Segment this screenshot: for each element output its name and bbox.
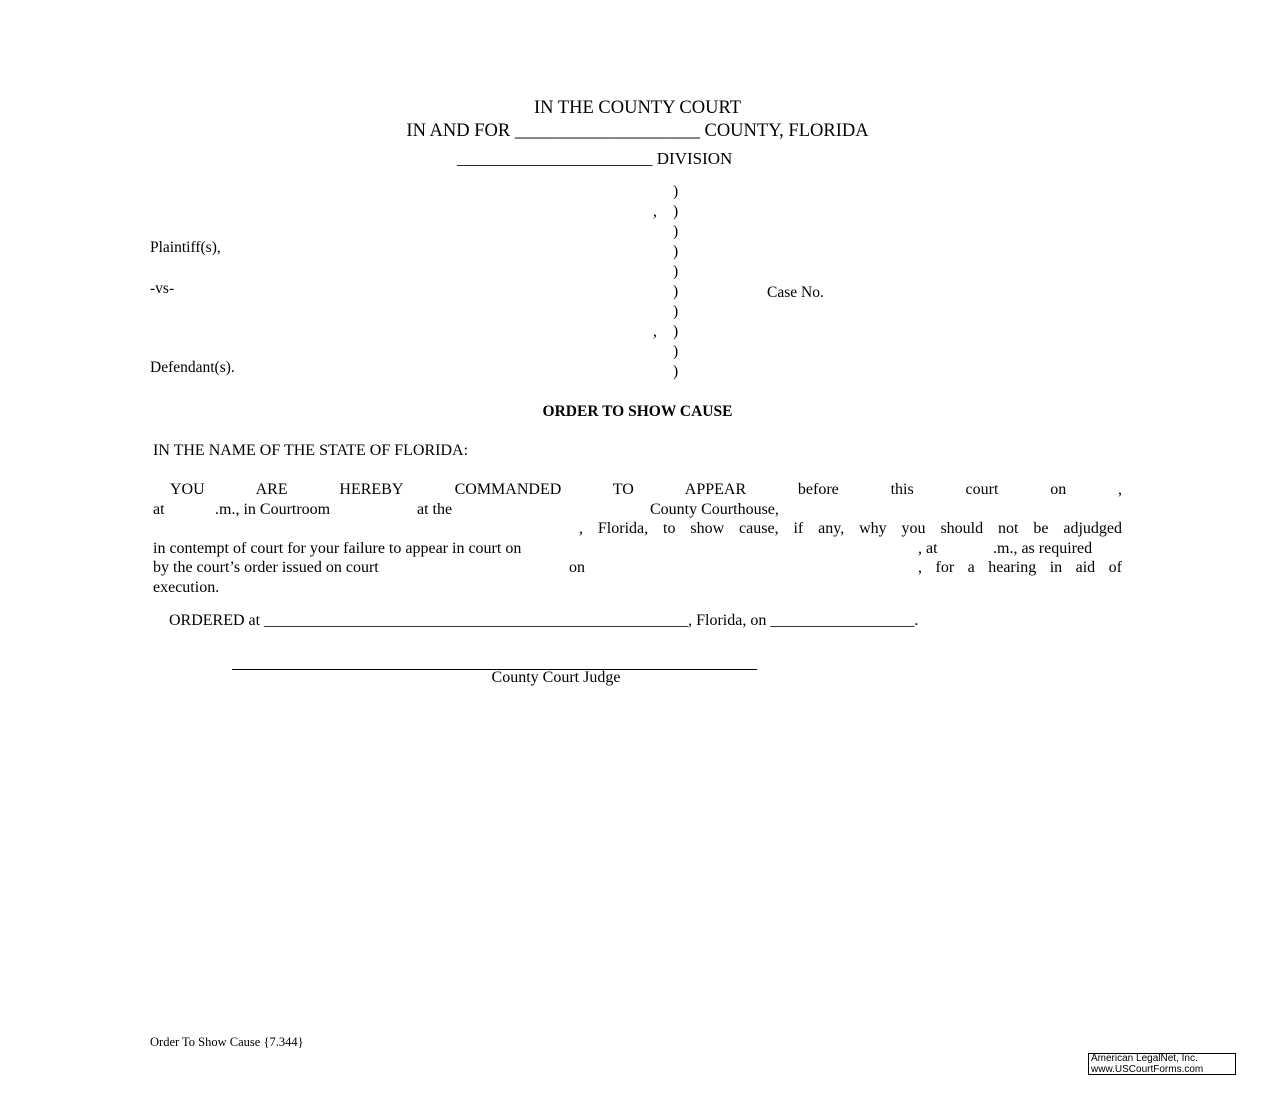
body-text: at xyxy=(153,501,165,518)
form-id: Order To Show Cause {7.344} xyxy=(150,1035,304,1049)
salutation: IN THE NAME OF THE STATE OF FLORIDA: xyxy=(153,442,469,459)
body-text: , for a hearing in aid of xyxy=(918,559,1122,576)
body-text: execution. xyxy=(153,579,220,596)
body-text: at the xyxy=(417,501,453,518)
body-text: by the court’s order issued on court xyxy=(153,559,379,576)
body-text: YOU ARE HEREBY COMMANDED TO APPEAR xyxy=(170,481,747,498)
body-text: .m., in Courtroom xyxy=(215,501,331,518)
publisher-stamp xyxy=(1088,1053,1236,1075)
division-heading: _______________________ DIVISION xyxy=(457,149,733,168)
caption-paren: ) xyxy=(673,363,679,380)
signature-label: County Court Judge xyxy=(491,669,621,686)
plaintiff-comma: , xyxy=(653,203,657,220)
caption-paren: ) xyxy=(673,343,679,360)
court-heading: IN THE COUNTY COURT xyxy=(533,98,741,118)
body-text: , xyxy=(1118,481,1123,498)
caption-paren: ) xyxy=(673,283,679,300)
body-text: in contempt of court for your failure to appear in court on xyxy=(153,540,522,557)
body-text: , Florida, to show cause, if any, why you should not be adjudged xyxy=(579,520,1122,537)
document-title: ORDER TO SHOW CAUSE xyxy=(542,403,733,420)
ordered-line: ORDERED at _____________________________________________________, Florida, on __________________. xyxy=(169,612,919,629)
body-text: County Courthouse, xyxy=(650,501,779,518)
stamp-line-2: www.USCourtForms.com xyxy=(1091,1063,1204,1075)
county-heading: IN AND FOR ____________________ COUNTY, FLORIDA xyxy=(406,121,869,141)
case-no-label: Case No. xyxy=(767,284,824,301)
vs-label: -vs- xyxy=(150,280,175,297)
caption-paren: ) xyxy=(673,303,679,320)
defendant-comma: , xyxy=(653,323,657,340)
body-text: .m., as required xyxy=(993,540,1093,557)
stamp-line-1: American LegalNet, Inc. xyxy=(1091,1053,1198,1064)
caption-paren: ) xyxy=(673,203,679,220)
body-text: on xyxy=(569,559,585,576)
caption-paren: ) xyxy=(673,323,679,340)
body-text: before this court on xyxy=(797,481,1067,498)
caption-paren: ) xyxy=(673,263,679,280)
caption-paren: ) xyxy=(673,223,679,240)
caption-paren: ) xyxy=(673,183,679,200)
plaintiff-label: Plaintiff(s), xyxy=(150,239,221,256)
defendant-label: Defendant(s). xyxy=(150,359,235,376)
caption-paren: ) xyxy=(673,243,679,260)
body-text: , at xyxy=(918,540,938,557)
body-line-1 xyxy=(170,481,1122,499)
